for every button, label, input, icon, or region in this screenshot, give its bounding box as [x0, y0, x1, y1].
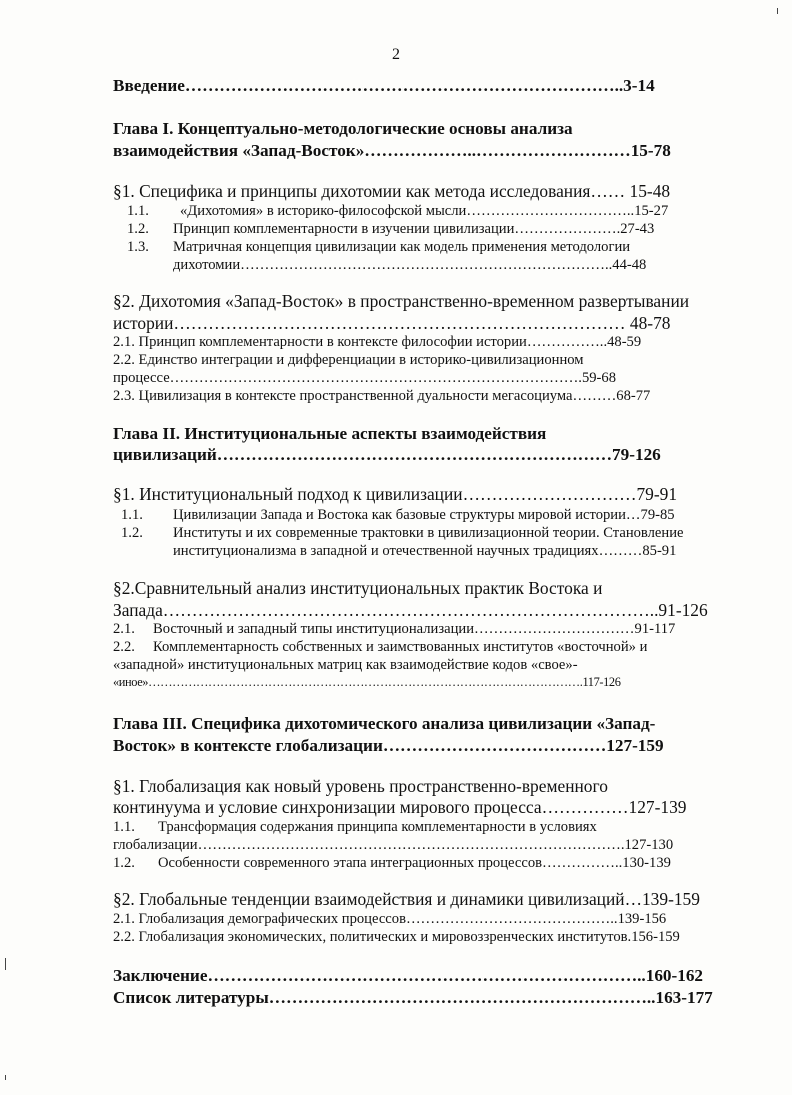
chapter-3-title-line2: Восток» в контексте глобализации…………………………………127-159: [113, 736, 664, 755]
item-number: 1.1.: [121, 507, 143, 523]
subsection-1-1-3-line1: Матричная концепция цивилизации как модель применения методологии: [173, 239, 631, 255]
subsection-1-1-3-line2: дихотомии…………………………………………………………………..44-48: [173, 257, 647, 273]
chapter-1-title-line1: Глава I. Концептуально-методологические основы анализа: [113, 119, 573, 138]
scan-speck: [777, 8, 778, 14]
section-2-2-line1: §2.Сравнительный анализ институциональных практик Востока и: [113, 578, 603, 598]
subsection-2-2-2-line3: «иное»……………………………………………………………………………………………….117-126: [113, 675, 621, 689]
subsection-1-2-1: 2.1. Принцип комплементарности в контексте философии истории……………..48-59: [113, 334, 642, 350]
item-number: 1.2.: [121, 525, 143, 541]
subsection-1-2-2-line2: процессе………………………………………………………………………….59-68: [113, 370, 616, 386]
subsection-2-1-2-line1: Институты и их современные трактовки в цивилизационной теории. Становление: [173, 525, 684, 541]
subsection-1-1-2: Принцип комплементарности в изучении цивилизации………………….27-43: [173, 221, 655, 237]
chapter-3-title-line1: Глава III. Специфика дихотомического анализа цивилизации «Запад-: [113, 714, 656, 733]
section-3-2: §2. Глобальные тенденции взаимодействия и динамики цивилизаций…139-159: [113, 889, 700, 909]
item-number: 1.1.: [127, 203, 149, 219]
chapter-1-title-line2: взаимодействия «Запад-Восток»………………..………………………15-78: [113, 141, 671, 160]
subsection-3-1-1-line2: глобализации…………………………………………………………………………….127-130: [113, 837, 674, 853]
section-3-1-line2: континуума и условие синхронизации мирового процесса……………127-139: [113, 797, 687, 817]
toc-bibliography: Список литературы…………………………………………………………..163-177: [113, 988, 713, 1007]
toc-introduction: Введение…………………………………………………………………..3-14: [113, 76, 655, 95]
subsection-2-2-2-line2: «западной» институциональных матриц как взаимодействие кодов «свое»-: [113, 657, 578, 673]
item-number: 2.1.: [113, 621, 135, 637]
subsection-3-2-1: 2.1. Глобализация демографических процессов……………………………………..139-156: [113, 911, 667, 927]
section-3-1-line1: §1. Глобализация как новый уровень пространственно-временного: [113, 776, 608, 796]
subsection-1-2-2-line1: 2.2. Единство интеграции и дифференциации в историко-цивилизационном: [113, 352, 584, 368]
page-number: 2: [392, 46, 400, 63]
subsection-2-2-2-line1: Комплементарность собственных и заимствованных институтов «восточной» и: [153, 639, 648, 655]
item-number: 1.1.: [113, 819, 135, 835]
section-2-2-line2: Запада…………………………………………………………………………..91-126: [113, 600, 708, 620]
subsection-3-1-1-line1: Трансформация содержания принципа комплементарности в условиях: [158, 819, 597, 835]
scan-speck: [5, 1075, 6, 1080]
subsection-2-1-2-line2: институционализма в западной и отечественной научных традициях………85-91: [173, 543, 677, 559]
chapter-2-title-line2: цивилизаций……………………………………………………………79-126: [113, 445, 661, 464]
subsection-1-2-3: 2.3. Цивилизация в контексте пространственной дуальности мегасоциума………68-77: [113, 388, 651, 404]
item-number: 1.2.: [113, 855, 135, 871]
subsection-3-1-2: Особенности современного этапа интеграционных процессов……………..130-139: [158, 855, 671, 871]
item-number: 2.2.: [113, 639, 135, 655]
subsection-2-2-1: Восточный и западный типы институционализации……………………………91-117: [153, 621, 676, 637]
subsection-1-1-1: «Дихотомия» в историко-философской мысли……………………………..15-27: [180, 203, 669, 219]
subsection-2-1-1: Цивилизации Запада и Востока как базовые структуры мировой истории…79-85: [173, 507, 675, 523]
subsection-3-2-2: 2.2. Глобализация экономических, политических и мировоззренческих институтов.156-159: [113, 929, 680, 945]
toc-conclusion: Заключение…………………………………………………………………..160-162: [113, 966, 704, 985]
section-1-1: §1. Специфика и принципы дихотомии как метода исследования…… 15-48: [113, 181, 671, 201]
section-1-2-line1: §2. Дихотомия «Запад-Восток» в пространственно-временном развертывании: [113, 291, 690, 311]
scan-speck: [5, 958, 6, 970]
section-1-2-line2: истории…………………………………………………………………… 48-78: [113, 313, 671, 333]
section-2-1: §1. Институциональный подход к цивилизации…………………………79-91: [113, 484, 678, 504]
item-number: 1.3.: [127, 239, 149, 255]
item-number: 1.2.: [127, 221, 149, 237]
chapter-2-title-line1: Глава II. Институциональные аспекты взаимодействия: [113, 424, 547, 443]
